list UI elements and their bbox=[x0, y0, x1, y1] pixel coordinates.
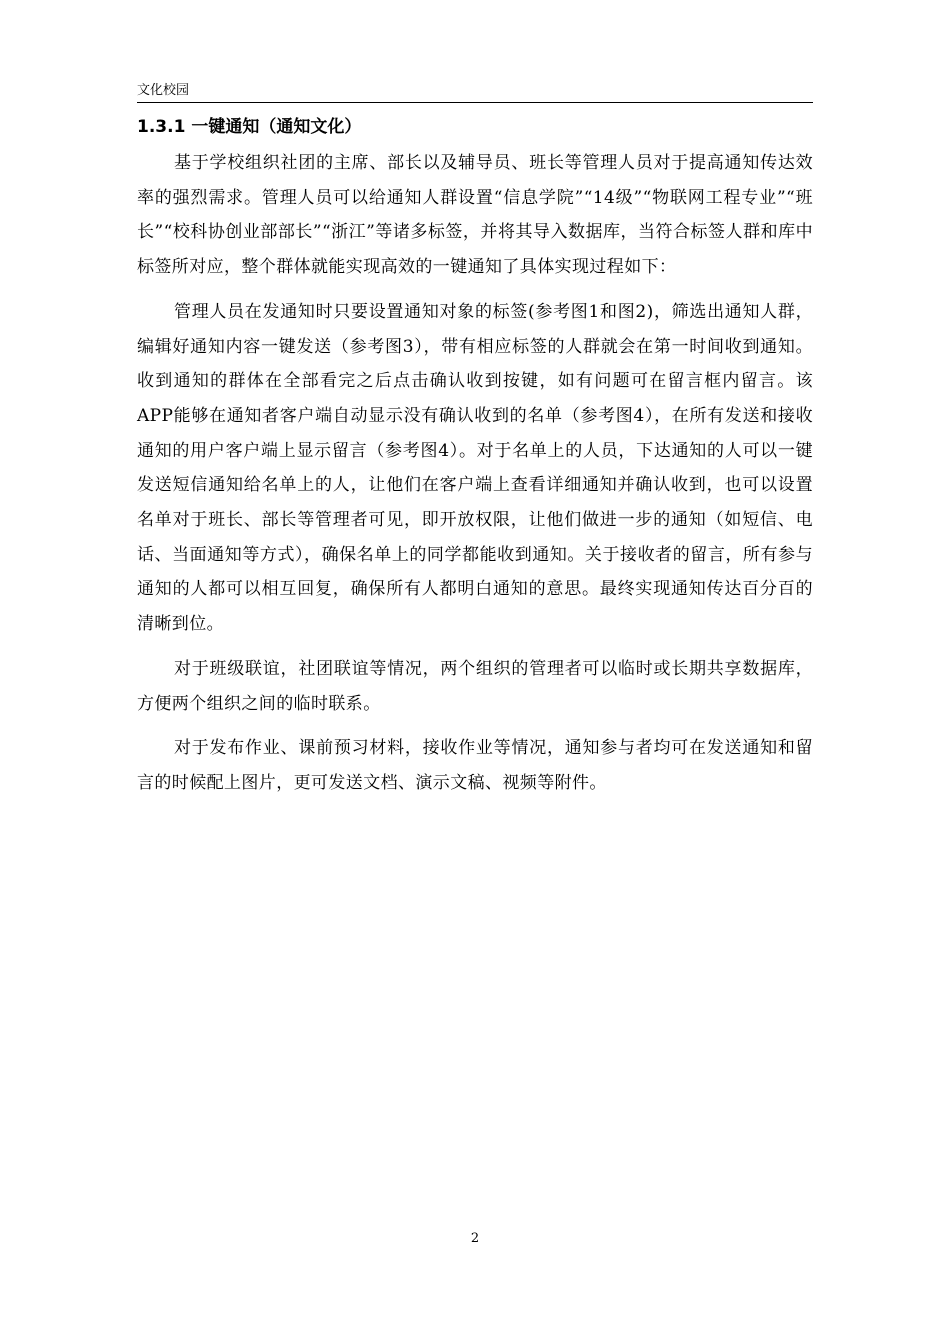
paragraph-intro: 基于学校组织社团的主席、部长以及辅导员、班长等管理人员对于提高通知传达效率的强烈需求。管理人员可以给通知人群设置“信息学院”“14级”“物联网工程专业”“班长”“校科协创业部部长”“浙江”等诸多标签，并将其导入数据库，当符合标签人群和库中标签所对应，整个群体就能实现高效的一键通知了具体实现过程如下： bbox=[137, 153, 813, 278]
page-header bbox=[137, 82, 813, 103]
section-heading: 1.3.1 一键通知（通知文化） bbox=[137, 117, 362, 137]
header-title: 文化校园 bbox=[137, 83, 190, 98]
paragraph-attachments: 对于发布作业、课前预习材料，接收作业等情况，通知参与者均可在发送通知和留言的时候配上图片，更可发送文档、演示文稿、视频等附件。 bbox=[137, 738, 813, 793]
page-content bbox=[137, 112, 813, 811]
paragraph-sharing: 对于班级联谊，社团联谊等情况，两个组织的管理者可以临时或长期共享数据库，方便两个组织之间的临时联系。 bbox=[137, 658, 813, 714]
page-number: 2 bbox=[470, 1231, 480, 1246]
paragraph-process: 管理人员在发通知时只要设置通知对象的标签(参考图1和图2)，筛选出通知人群，编辑好通知内容一键发送（参考图3），带有相应标签的人群就会在第一时间收到通知。收到通知的群体在全部看完之后点击确认收到按键，如有问题可在留言框内留言。该APP能够在通知者客户端自动显示没有确认收到的名单（参考图4），在所有发送和接收通知的用户客户端上显示留言（参考图4）。对于名单上的人员，下达通知的人可以一键发送短信通知给名单上的人，让他们在客户端上查看详细通知并确认收到，也可以设置名单对于班长、部长等管理者可见，即开放权限，让他们做进一步的通知（如短信、电话、当面通知等方式），确保名单上的同学都能收到通知。关于接收者的留言，所有参与通知的人都可以相互回复，确保所有人都明白通知的意思。最终实现通知传达百分百的清晰到位。 bbox=[137, 301, 813, 635]
